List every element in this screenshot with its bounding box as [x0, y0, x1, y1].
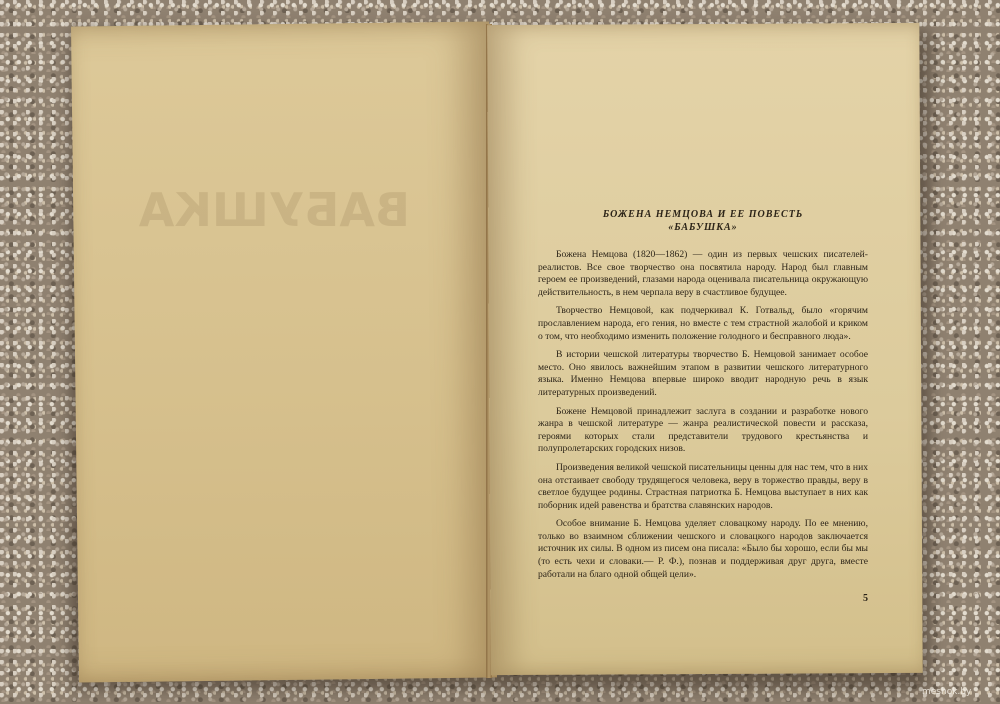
right-page-text — [538, 208, 868, 587]
watermark: meshok.by — [922, 687, 972, 697]
paragraph-1: Божена Немцова (1820—1862) — один из первых чешских писателей-реалистов. Все свое творчество она посвятила народу. Народ был главным героем ее произведений, глазами народа оценивала писательница окружающую действительность, в нем черпала веру в счастливое будущее. — [538, 249, 868, 298]
page-number: 5 — [863, 593, 868, 604]
chapter-title — [538, 208, 868, 234]
paragraph-5: Произведения великой чешской писательницы ценны для нас тем, что в них она отстаивает свободу трудящегося человека, веру в торжество правды, веру в светлое будущее родины. Страстная патриотка Б. Немцова выступает в них как поборник идей равенства и братства славянских народов. — [538, 461, 868, 511]
chapter-title-line-2: «БАБУШКА» — [668, 222, 738, 233]
paragraph-6: Особое внимание Б. Немцова уделяет словацкому народу. По ее мнению, только во взаимном сближении чешского и словацкого народов заключается источник их силы. В одном из писем она писала: «Было бы хорошо, если бы мы (то есть чехи и словаки.— Р. Ф.), познав и поддерживая друг друга, вместе работали на благо одной общей цели». — [538, 518, 868, 580]
chapter-title-line-1: БОЖЕНА НЕМЦОВА И ЕЕ ПОВЕСТЬ — [602, 209, 804, 220]
paragraph-2: Творчество Немцовой, как подчеркивал К. Готвальд, было «горячим прославлением народа, его гения, но вместе с тем страстной жалобой и криком о том, что необходимо изменить положение голодного и бесправного люда». — [538, 305, 868, 342]
paragraph-3: В истории чешской литературы творчество Б. Немцовой занимает особое место. Оно явилось важнейшим этапом в развитии чешского литературного языка. Именно Немцова впервые широко вводит народную речь в язык литературных произведений. — [538, 349, 868, 398]
show-through-text: ВАБУШКА — [138, 183, 410, 237]
paragraph-4: Божене Немцовой принадлежит заслуга в создании и разработке нового жанра в чешской литературе — жанра реалистической повести и рассказа, героями которых стали представители трудового крестьянства и полупролетарских городских низов. — [538, 405, 868, 455]
